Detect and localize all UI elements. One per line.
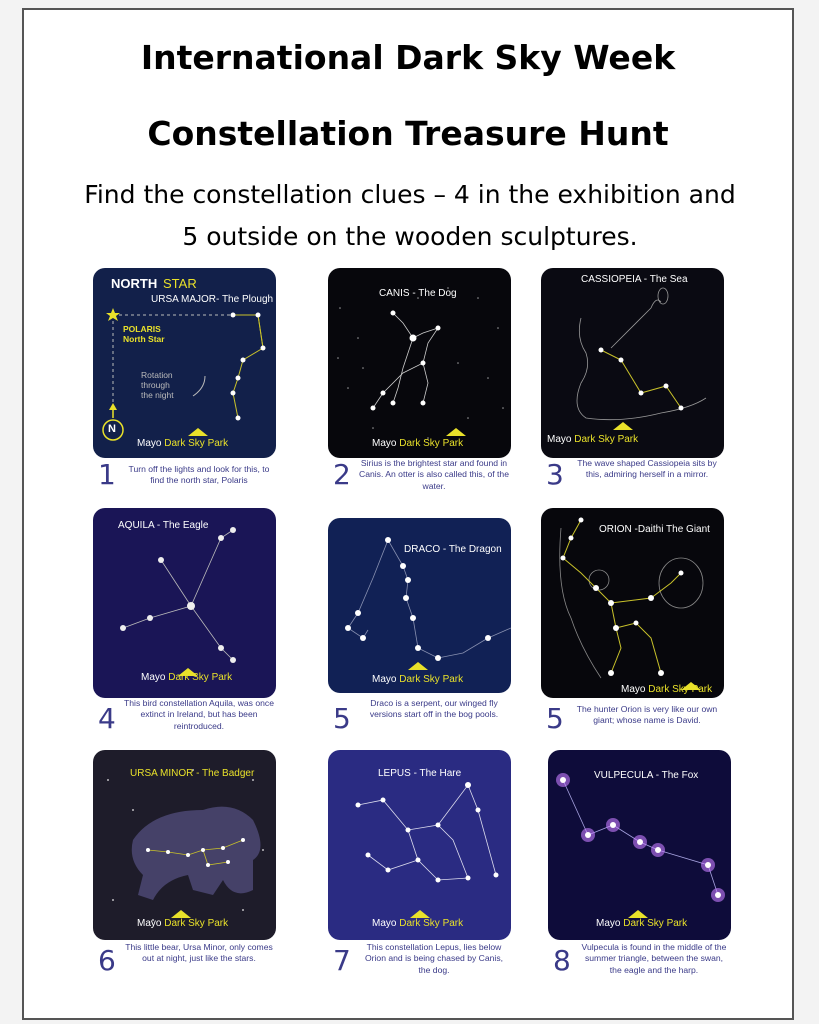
polaris-label: POLARIS [123, 324, 161, 334]
clue-number: 1 [98, 458, 116, 491]
card-title: LEPUS - The Hare [378, 768, 462, 779]
north-star-label: North Star [123, 334, 165, 344]
orion-chart [541, 508, 724, 698]
card-title: URSA MAJOR- The Plough [151, 294, 274, 305]
clue-caption: This bird constellation Aquila, was once extinct in Ireland, but has been reintroduced. [124, 698, 274, 731]
card-title: DRACO - The Dragon [404, 544, 502, 555]
aquila-chart [93, 508, 276, 698]
card-cassiopeia [541, 268, 724, 458]
card-orion [541, 508, 724, 698]
north-label: NORTH [111, 276, 158, 291]
card-title: CANIS - The Dog [379, 288, 457, 299]
north-n-label: N [108, 423, 116, 435]
park-logo: Mayo Dark Sky Park [621, 684, 713, 695]
star-label: STAR [163, 276, 197, 291]
park-logo: Mayo Dark Sky Park [547, 434, 639, 445]
clue-number: 5 [333, 702, 351, 735]
park-logo: Mayo Dark Sky Park [137, 918, 229, 929]
page-title: International Dark Sky Week [140, 38, 676, 77]
park-logo: Mayo Dark Sky Park [141, 672, 233, 683]
card-ursa-major [93, 268, 276, 458]
card-title: CASSIOPEIA - The Sea [581, 274, 688, 285]
card-vulpecula [548, 750, 731, 940]
clue-number: 3 [546, 458, 564, 491]
clue-caption: Sirius is the brightest star and found in Canis. An otter is also called this, of the water. [359, 458, 509, 491]
park-logo: Mayo Dark Sky Park [596, 918, 688, 929]
clue-number: 7 [333, 944, 351, 977]
clue-caption: This constellation Lepus, lies below Orion and is being chased by Canis, the dog. [364, 942, 504, 975]
clue-caption: This little bear, Ursa Minor, only comes out at night, just like the stars. [125, 942, 273, 964]
clue-number: 2 [333, 458, 351, 491]
card-aquila [93, 508, 276, 698]
card-title: AQUILA - The Eagle [118, 520, 209, 531]
park-logo: Mayo Dark Sky Park [372, 674, 464, 685]
card-title: ORION -Daithi The Giant [599, 524, 710, 535]
park-logo: Mayo Dark Sky Park [137, 438, 229, 449]
clue-caption: The wave shaped Cassiopeia sits by this, admiring herself in a mirror. [577, 458, 717, 480]
card-lepus [328, 750, 511, 940]
clue-number: 5 [546, 702, 564, 735]
card-title: URSA MINOR - The Badger [130, 768, 255, 779]
through-label: through [141, 380, 170, 390]
card-title: VULPECULA - The Fox [594, 770, 699, 781]
clue-caption: Draco is a serpent, our winged fly versions start off in the bog pools. [369, 698, 499, 720]
card-ursa-minor [93, 750, 276, 940]
park-logo: Mayo Dark Sky Park [372, 918, 464, 929]
clue-caption: The hunter Orion is very like our own giant; whose name is David. [576, 704, 718, 726]
clue-caption: Turn off the lights and look for this, to find the north star, Polaris [128, 464, 270, 486]
intro-line-2: 5 outside on the wooden sculptures. [182, 222, 638, 251]
clue-number: 8 [553, 944, 571, 977]
park-logo: Mayo Dark Sky Park [372, 438, 464, 449]
clue-caption: Vulpecula is found in the middle of the summer triangle, between the swan, the eagle and the harp. [581, 942, 727, 975]
page-subtitle: Constellation Treasure Hunt [147, 114, 669, 153]
rotation-label: Rotation [141, 370, 173, 380]
clue-number: 6 [98, 944, 116, 977]
worksheet-page [22, 8, 794, 1020]
the-night-label: the night [141, 390, 174, 400]
clue-number: 4 [98, 702, 116, 735]
card-draco [328, 518, 511, 693]
intro-line-1: Find the constellation clues – 4 in the exhibition and [84, 180, 736, 209]
cassiopeia-chart [541, 268, 724, 458]
card-canis [328, 268, 511, 458]
